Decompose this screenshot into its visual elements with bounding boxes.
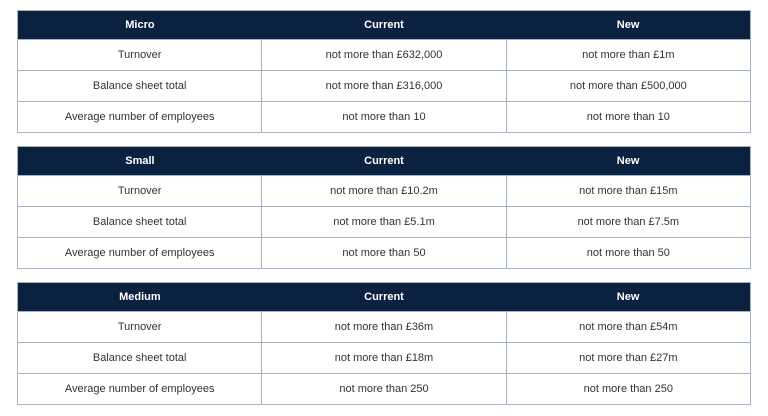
header-cell-current: Current (262, 147, 506, 176)
new-value-cell: not more than £500,000 (506, 71, 750, 102)
new-value-cell: not more than £1m (506, 40, 750, 71)
medium-table-header (18, 283, 751, 312)
header-cell-new: New (506, 283, 750, 312)
row-label-cell: Average number of employees (18, 238, 262, 269)
current-value-cell: not more than £36m (262, 312, 506, 343)
small-table-header (18, 147, 751, 176)
header-cell-medium: Medium (18, 283, 262, 312)
header-row (18, 11, 751, 40)
new-value-cell: not more than £7.5m (506, 207, 750, 238)
row-label-cell: Average number of employees (18, 374, 262, 405)
current-value-cell: not more than £316,000 (262, 71, 506, 102)
row-label-cell: Turnover (18, 312, 262, 343)
table-row-employees (18, 102, 751, 133)
table-row-turnover (18, 312, 751, 343)
header-cell-micro: Micro (18, 11, 262, 40)
new-value-cell: not more than £54m (506, 312, 750, 343)
current-value-cell: not more than £632,000 (262, 40, 506, 71)
new-value-cell: not more than 250 (506, 374, 750, 405)
table-row-turnover (18, 40, 751, 71)
row-label-cell: Balance sheet total (18, 207, 262, 238)
header-cell-new: New (506, 147, 750, 176)
small-company-table (17, 146, 751, 269)
table-row-employees (18, 238, 751, 269)
table-row-balance-sheet (18, 343, 751, 374)
header-cell-new: New (506, 11, 750, 40)
current-value-cell: not more than 10 (262, 102, 506, 133)
header-cell-current: Current (262, 11, 506, 40)
table-row-balance-sheet (18, 207, 751, 238)
table-row-employees (18, 374, 751, 405)
new-value-cell: not more than £15m (506, 176, 750, 207)
row-label-cell: Average number of employees (18, 102, 262, 133)
current-value-cell: not more than 50 (262, 238, 506, 269)
new-value-cell: not more than £27m (506, 343, 750, 374)
new-value-cell: not more than 10 (506, 102, 750, 133)
row-label-cell: Turnover (18, 176, 262, 207)
micro-company-table (17, 10, 751, 133)
micro-table-header (18, 11, 751, 40)
table-row-turnover (18, 176, 751, 207)
current-value-cell: not more than 250 (262, 374, 506, 405)
row-label-cell: Turnover (18, 40, 262, 71)
medium-company-table (17, 282, 751, 405)
table-row-balance-sheet (18, 71, 751, 102)
new-value-cell: not more than 50 (506, 238, 750, 269)
current-value-cell: not more than £5.1m (262, 207, 506, 238)
row-label-cell: Balance sheet total (18, 71, 262, 102)
current-value-cell: not more than £18m (262, 343, 506, 374)
current-value-cell: not more than £10.2m (262, 176, 506, 207)
row-label-cell: Balance sheet total (18, 343, 262, 374)
header-row (18, 147, 751, 176)
header-row (18, 283, 751, 312)
header-cell-small: Small (18, 147, 262, 176)
header-cell-current: Current (262, 283, 506, 312)
